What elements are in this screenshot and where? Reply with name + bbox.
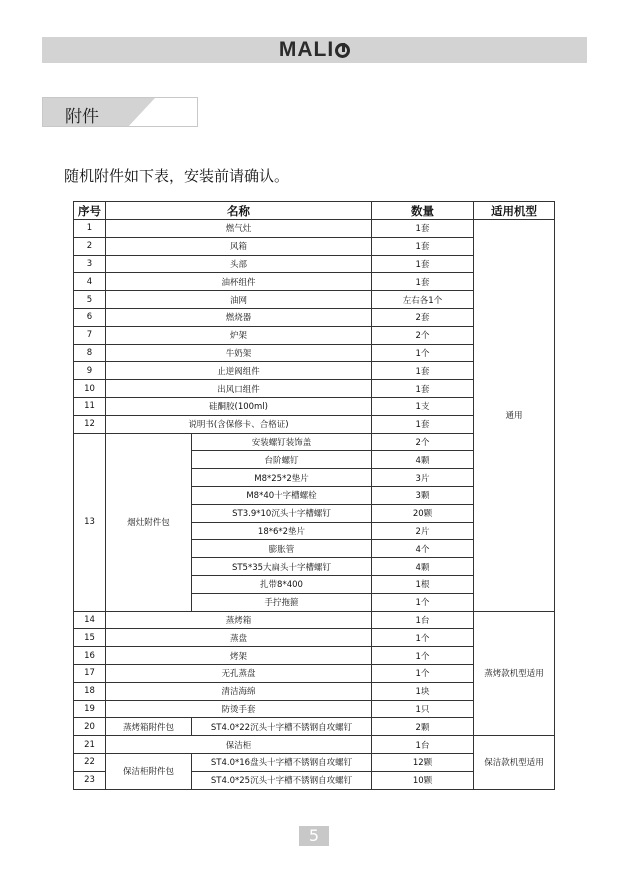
cell-name: 牛奶架 <box>106 344 372 362</box>
cell-name: 燃气灶 <box>106 220 372 238</box>
cell-no: 7 <box>74 326 106 344</box>
cell-no: 1 <box>74 220 106 238</box>
cell-model-clean: 保洁款机型适用 <box>474 736 555 789</box>
cell-no: 10 <box>74 380 106 398</box>
cell-qty: 1套 <box>372 220 474 238</box>
table-row <box>74 611 555 629</box>
cell-qty: 1台 <box>372 611 474 629</box>
cell-no: 5 <box>74 291 106 309</box>
cell-name: 手拧拖箍 <box>192 593 372 611</box>
cell-qty: 1套 <box>372 273 474 291</box>
cell-name: 18*6*2垫片 <box>192 522 372 540</box>
cell-no: 15 <box>74 629 106 647</box>
cell-name: 止逆阀组件 <box>106 362 372 380</box>
cell-no: 13 <box>74 433 106 611</box>
brand-logo <box>279 38 350 62</box>
cell-name: 出风口组件 <box>106 380 372 398</box>
cell-group: 蒸烤箱附件包 <box>106 718 192 736</box>
cell-no: 14 <box>74 611 106 629</box>
cell-group: 烟灶附件包 <box>106 433 192 611</box>
cell-no: 2 <box>74 237 106 255</box>
cell-qty: 1套 <box>372 237 474 255</box>
cell-name: 保洁柜 <box>106 736 372 754</box>
header-qty: 数量 <box>372 202 474 220</box>
cell-qty: 4个 <box>372 540 474 558</box>
table-row <box>74 220 555 238</box>
cell-qty: 1套 <box>372 415 474 433</box>
cell-qty: 1根 <box>372 575 474 593</box>
cell-qty: 1支 <box>372 397 474 415</box>
cell-name: 蒸盘 <box>106 629 372 647</box>
cell-name: ST4.0*22沉头十字槽不锈钢自攻螺钉 <box>192 718 372 736</box>
header-bar <box>42 37 587 63</box>
cell-qty: 1套 <box>372 255 474 273</box>
cell-qty: 2片 <box>372 522 474 540</box>
cell-name: 说明书(含保修卡、合格证) <box>106 415 372 433</box>
cell-no: 23 <box>74 771 106 789</box>
cell-qty: 1套 <box>372 380 474 398</box>
accessories-table <box>73 201 555 790</box>
cell-qty: 1个 <box>372 593 474 611</box>
cell-no: 18 <box>74 682 106 700</box>
cell-no: 16 <box>74 647 106 665</box>
cell-name: ST3.9*10沉头十字槽螺钉 <box>192 504 372 522</box>
page-number: 5 <box>299 826 329 846</box>
cell-model-general: 通用 <box>474 220 555 612</box>
cell-name: 硅酮胶(100ml) <box>106 397 372 415</box>
cell-qty: 1个 <box>372 629 474 647</box>
cell-qty: 4颗 <box>372 558 474 576</box>
cell-qty: 10颗 <box>372 771 474 789</box>
cell-group: 保洁柜附件包 <box>106 753 192 789</box>
cell-qty: 1块 <box>372 682 474 700</box>
intro-text: 随机附件如下表，安装前请确认。 <box>64 167 290 185</box>
cell-name: 无孔蒸盘 <box>106 664 372 682</box>
cell-no: 17 <box>74 664 106 682</box>
cell-name: 油杯组件 <box>106 273 372 291</box>
cell-qty: 1个 <box>372 344 474 362</box>
cell-qty: 2个 <box>372 326 474 344</box>
brand-o-icon <box>335 43 350 58</box>
cell-qty: 2套 <box>372 308 474 326</box>
cell-qty: 2颗 <box>372 718 474 736</box>
cell-qty: 1个 <box>372 664 474 682</box>
cell-name: 膨胀管 <box>192 540 372 558</box>
cell-no: 20 <box>74 718 106 736</box>
cell-qty: 1套 <box>372 362 474 380</box>
cell-model-steam: 蒸烤款机型适用 <box>474 611 555 736</box>
cell-name: 头部 <box>106 255 372 273</box>
section-title: 附件 <box>65 107 99 127</box>
cell-name: ST5*35大扁头十字槽螺钉 <box>192 558 372 576</box>
cell-name: 燃烧器 <box>106 308 372 326</box>
cell-name: 安装螺钉装饰盖 <box>192 433 372 451</box>
cell-qty: 3颗 <box>372 486 474 504</box>
cell-name: 炉架 <box>106 326 372 344</box>
cell-qty: 1只 <box>372 700 474 718</box>
cell-name: ST4.0*16盘头十字槽不锈钢自攻螺钉 <box>192 753 372 771</box>
cell-name: 清洁海绵 <box>106 682 372 700</box>
cell-no: 9 <box>74 362 106 380</box>
cell-name: 烤架 <box>106 647 372 665</box>
cell-name: 油网 <box>106 291 372 309</box>
cell-no: 6 <box>74 308 106 326</box>
header-name: 名称 <box>106 202 372 220</box>
brand-text: MALI <box>278 38 335 61</box>
cell-no: 21 <box>74 736 106 754</box>
cell-name: 扎带8*400 <box>192 575 372 593</box>
cell-no: 19 <box>74 700 106 718</box>
cell-qty: 2个 <box>372 433 474 451</box>
cell-qty: 左右各1个 <box>372 291 474 309</box>
table-row <box>74 736 555 754</box>
cell-qty: 1台 <box>372 736 474 754</box>
cell-qty: 12颗 <box>372 753 474 771</box>
header-no: 序号 <box>74 202 106 220</box>
cell-qty: 3片 <box>372 469 474 487</box>
header-model: 适用机型 <box>474 202 555 220</box>
cell-qty: 20颗 <box>372 504 474 522</box>
section-tab-fill <box>43 98 155 127</box>
cell-name: M8*25*2垫片 <box>192 469 372 487</box>
cell-name: 风箱 <box>106 237 372 255</box>
cell-no: 22 <box>74 753 106 771</box>
section-tab <box>42 97 198 127</box>
cell-name: ST4.0*25沉头十字槽不锈钢自攻螺钉 <box>192 771 372 789</box>
cell-qty: 1个 <box>372 647 474 665</box>
cell-no: 11 <box>74 397 106 415</box>
cell-no: 12 <box>74 415 106 433</box>
cell-no: 4 <box>74 273 106 291</box>
cell-name: 蒸烤箱 <box>106 611 372 629</box>
cell-name: M8*40十字槽螺栓 <box>192 486 372 504</box>
table-header-row <box>74 202 555 220</box>
cell-name: 防烫手套 <box>106 700 372 718</box>
cell-no: 3 <box>74 255 106 273</box>
cell-name: 台阶螺钉 <box>192 451 372 469</box>
cell-no: 8 <box>74 344 106 362</box>
cell-qty: 4颗 <box>372 451 474 469</box>
